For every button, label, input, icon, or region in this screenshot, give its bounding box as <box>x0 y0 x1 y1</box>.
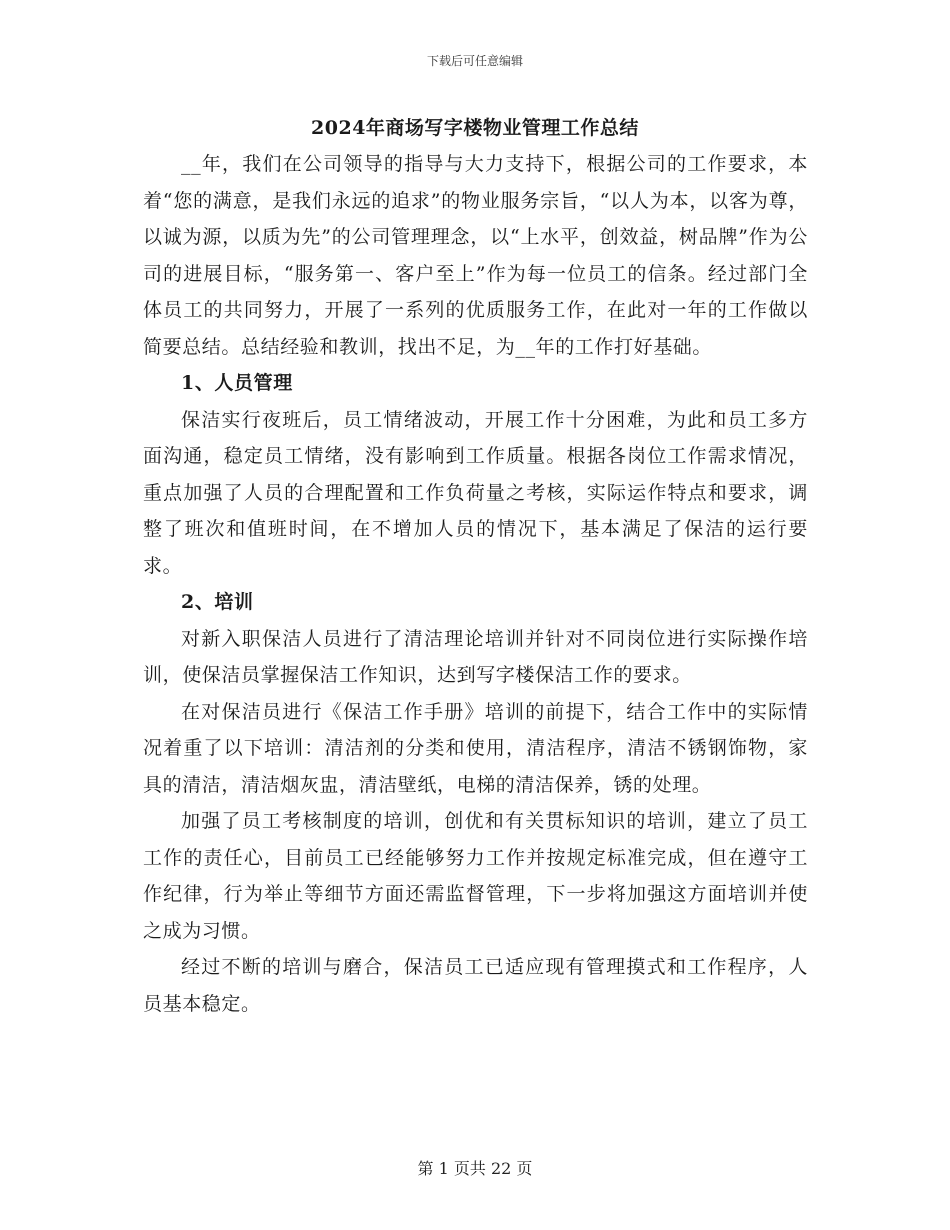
training-paragraph-3: 加强了员工考核制度的培训，创优和有关贯标知识的培训，建立了员工工作的责任心，目前员工已经能够努力工作并按规定标准完成，但在遵守工作纪律，行为举止等细节方面还需监督管理，下一步将加强这方面培训并使之成为习惯。 <box>143 810 808 942</box>
document-title: 2024年商场写字楼物业管理工作总结 <box>311 117 639 139</box>
header-note: 下载后可任意编辑 <box>426 54 523 68</box>
section-heading-training: 2、培训 <box>181 591 254 613</box>
section-heading-personnel: 1、人员管理 <box>181 372 293 394</box>
intro-paragraph: __年，我们在公司领导的指导与大力支持下，根据公司的工作要求，本着“您的满意，是我们永远的追求”的物业服务宗旨，“以人为本，以客为尊，以诚为源，以质为先”的公司管理理念，以“上水平，创效益，树品牌”作为公司的进展目标，“服务第一、客户至上”作为每一位员工的信条。经过部门全体员工的共同努力，开展了一系列的优质服务工作，在此对一年的工作做以简要总结。总结经验和教训，找出不足，为__年的工作打好基础。 <box>143 153 808 358</box>
training-paragraph-4: 经过不断的培训与磨合，保洁员工已适应现有管理摸式和工作程序，人员基本稳定。 <box>143 956 808 1015</box>
personnel-paragraph: 保洁实行夜班后，员工情绪波动，开展工作十分困难，为此和员工多方面沟通，稳定员工情绪，没有影响到工作质量。根据各岗位工作需求情况，重点加强了人员的合理配置和工作负荷量之考核，实际运作特点和要求，调整了班次和值班时间，在不增加人员的情况下，基本满足了保洁的运行要求。 <box>143 408 808 577</box>
page-number: 第 1 页共 22 页 <box>417 1159 533 1178</box>
training-paragraph-2: 在对保洁员进行《保洁工作手册》培训的前提下，结合工作中的实际情况着重了以下培训：清洁剂的分类和使用，清洁程序，清洁不锈钢饰物，家具的清洁，清洁烟灰盅，清洁壁纸，电梯的清洁保养，锈的处理。 <box>143 700 808 796</box>
document-body <box>143 146 808 1022</box>
training-paragraph-1: 对新入职保洁人员进行了清洁理论培训并针对不同岗位进行实际操作培训，使保洁员掌握保洁工作知识，达到写字楼保洁工作的要求。 <box>143 627 808 686</box>
